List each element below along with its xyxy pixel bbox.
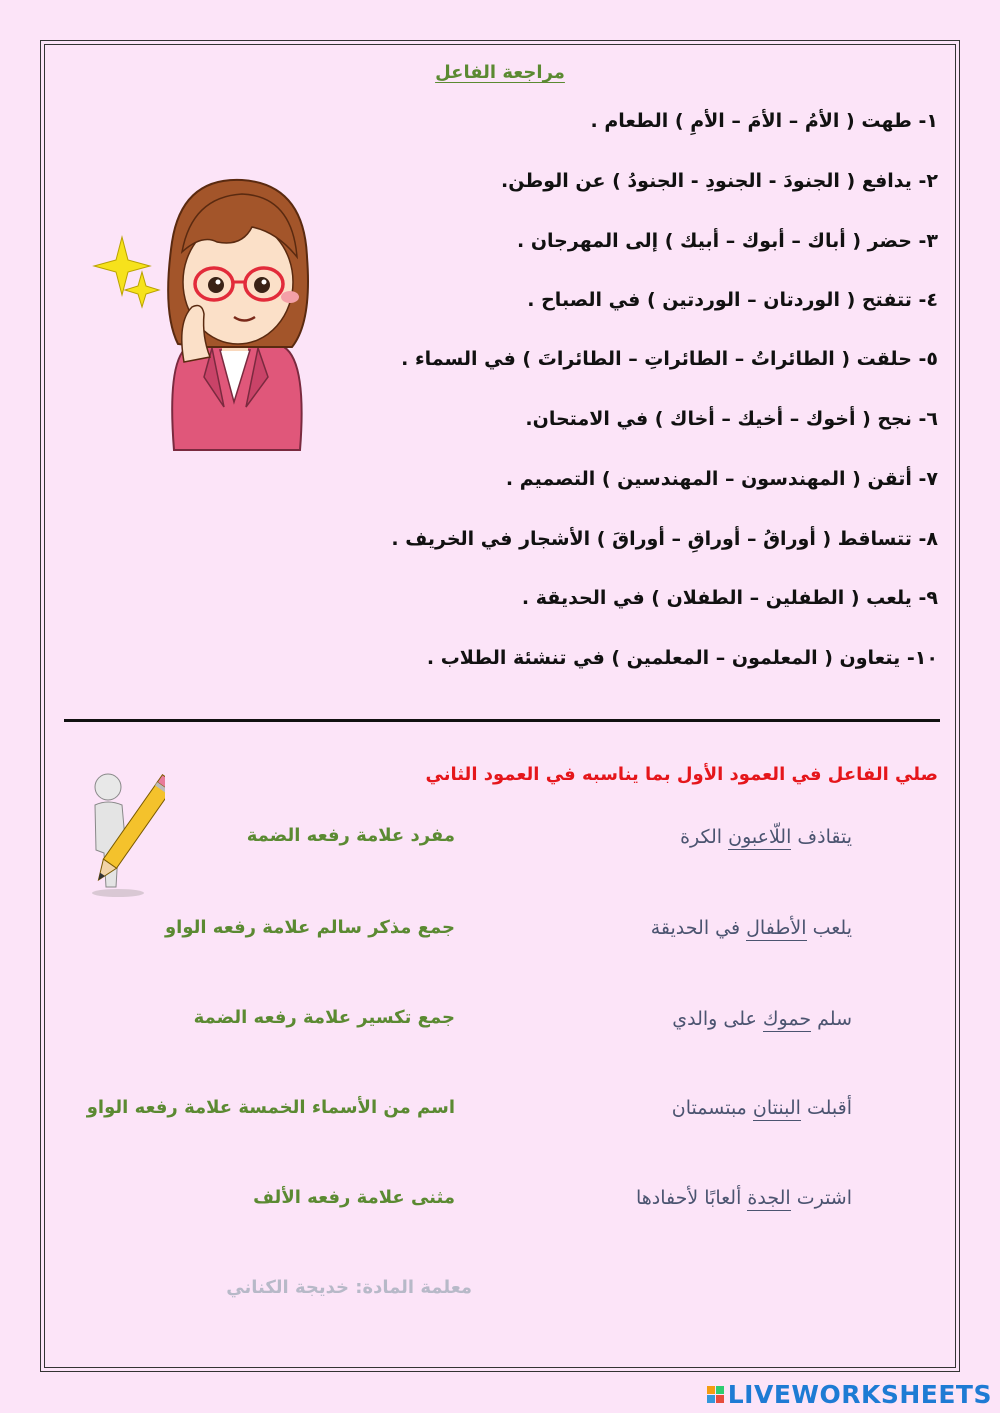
teacher-credit: معلمة المادة: خديجة الكناني — [226, 1277, 472, 1298]
column1-item-5[interactable]: اشترت الجدة ألعابًا لأحفادها — [635, 1187, 852, 1209]
column2-item-2[interactable]: جمع مذكر سالم علامة رفعه الواو — [164, 917, 455, 938]
logo-grid-icon — [707, 1386, 724, 1403]
subject-underline: الأطفال — [746, 917, 807, 939]
column1-item-4[interactable]: أقبلت البنتان مبتسمتان — [671, 1097, 852, 1119]
pencil-figure-illustration — [70, 765, 165, 900]
matching-instruction: صلي الفاعل في العمود الأول بما يناسبه في العمود الثاني — [425, 764, 938, 785]
question-2: ٢- يدافع ( الجنودَ - الجنودِ - الجنودُ ) عن الوطن. — [501, 170, 938, 192]
column2-item-4[interactable]: اسم من الأسماء الخمسة علامة رفعه الواو — [86, 1097, 455, 1118]
column1-item-2[interactable]: يلعب الأطفال في الحديقة — [650, 917, 852, 939]
teacher-girl-illustration — [92, 172, 317, 452]
column2-item-1[interactable]: مفرد علامة رفعه الضمة — [246, 825, 455, 846]
question-3: ٣- حضر ( أباك – أبوك – أبيك ) إلى المهرجان . — [517, 230, 938, 252]
column2-item-3[interactable]: جمع تكسير علامة رفعه الضمة — [193, 1007, 455, 1028]
question-9: ٩- يلعب ( الطفلين – الطفلان ) في الحديقة . — [521, 587, 938, 609]
question-6: ٦- نجح ( أخوك – أخيك – أخاك ) في الامتحان. — [525, 408, 938, 430]
column2-item-5[interactable]: مثنى علامة رفعه الألف — [253, 1187, 455, 1208]
question-10: ١٠- يتعاون ( المعلمون – المعلمين ) في تنشئة الطلاب . — [426, 647, 938, 669]
worksheet-title: مراجعة الفاعل — [435, 62, 565, 83]
subject-underline: اللّاعبون — [728, 826, 792, 848]
question-8: ٨- تتساقط ( أوراقُ – أوراقِ – أوراقَ ) الأشجار في الخريف . — [391, 528, 938, 550]
question-5: ٥- حلقت ( الطائراتُ – الطائراتِ – الطائراتَ ) في السماء . — [401, 348, 938, 370]
logo-text: LIVEWORKSHEETS — [727, 1380, 992, 1409]
question-7: ٧- أتقن ( المهندسون – المهندسين ) التصميم . — [505, 468, 938, 490]
subject-underline: البنتان — [752, 1097, 801, 1119]
section-divider — [64, 719, 940, 722]
question-4: ٤- تتفتح ( الوردتان – الوردتين ) في الصباح . — [527, 289, 938, 311]
column1-item-1[interactable]: يتقاذف اللّاعبون الكرة — [680, 826, 852, 848]
subject-underline: حموك — [762, 1008, 812, 1030]
liveworksheets-logo — [707, 1380, 992, 1409]
question-1: ١- طهت ( الأمُ – الأمَ – الأمِ ) الطعام . — [590, 110, 938, 132]
subject-underline: الجدة — [747, 1187, 791, 1209]
column1-item-3[interactable]: سلم حموك على والدي — [672, 1008, 852, 1030]
